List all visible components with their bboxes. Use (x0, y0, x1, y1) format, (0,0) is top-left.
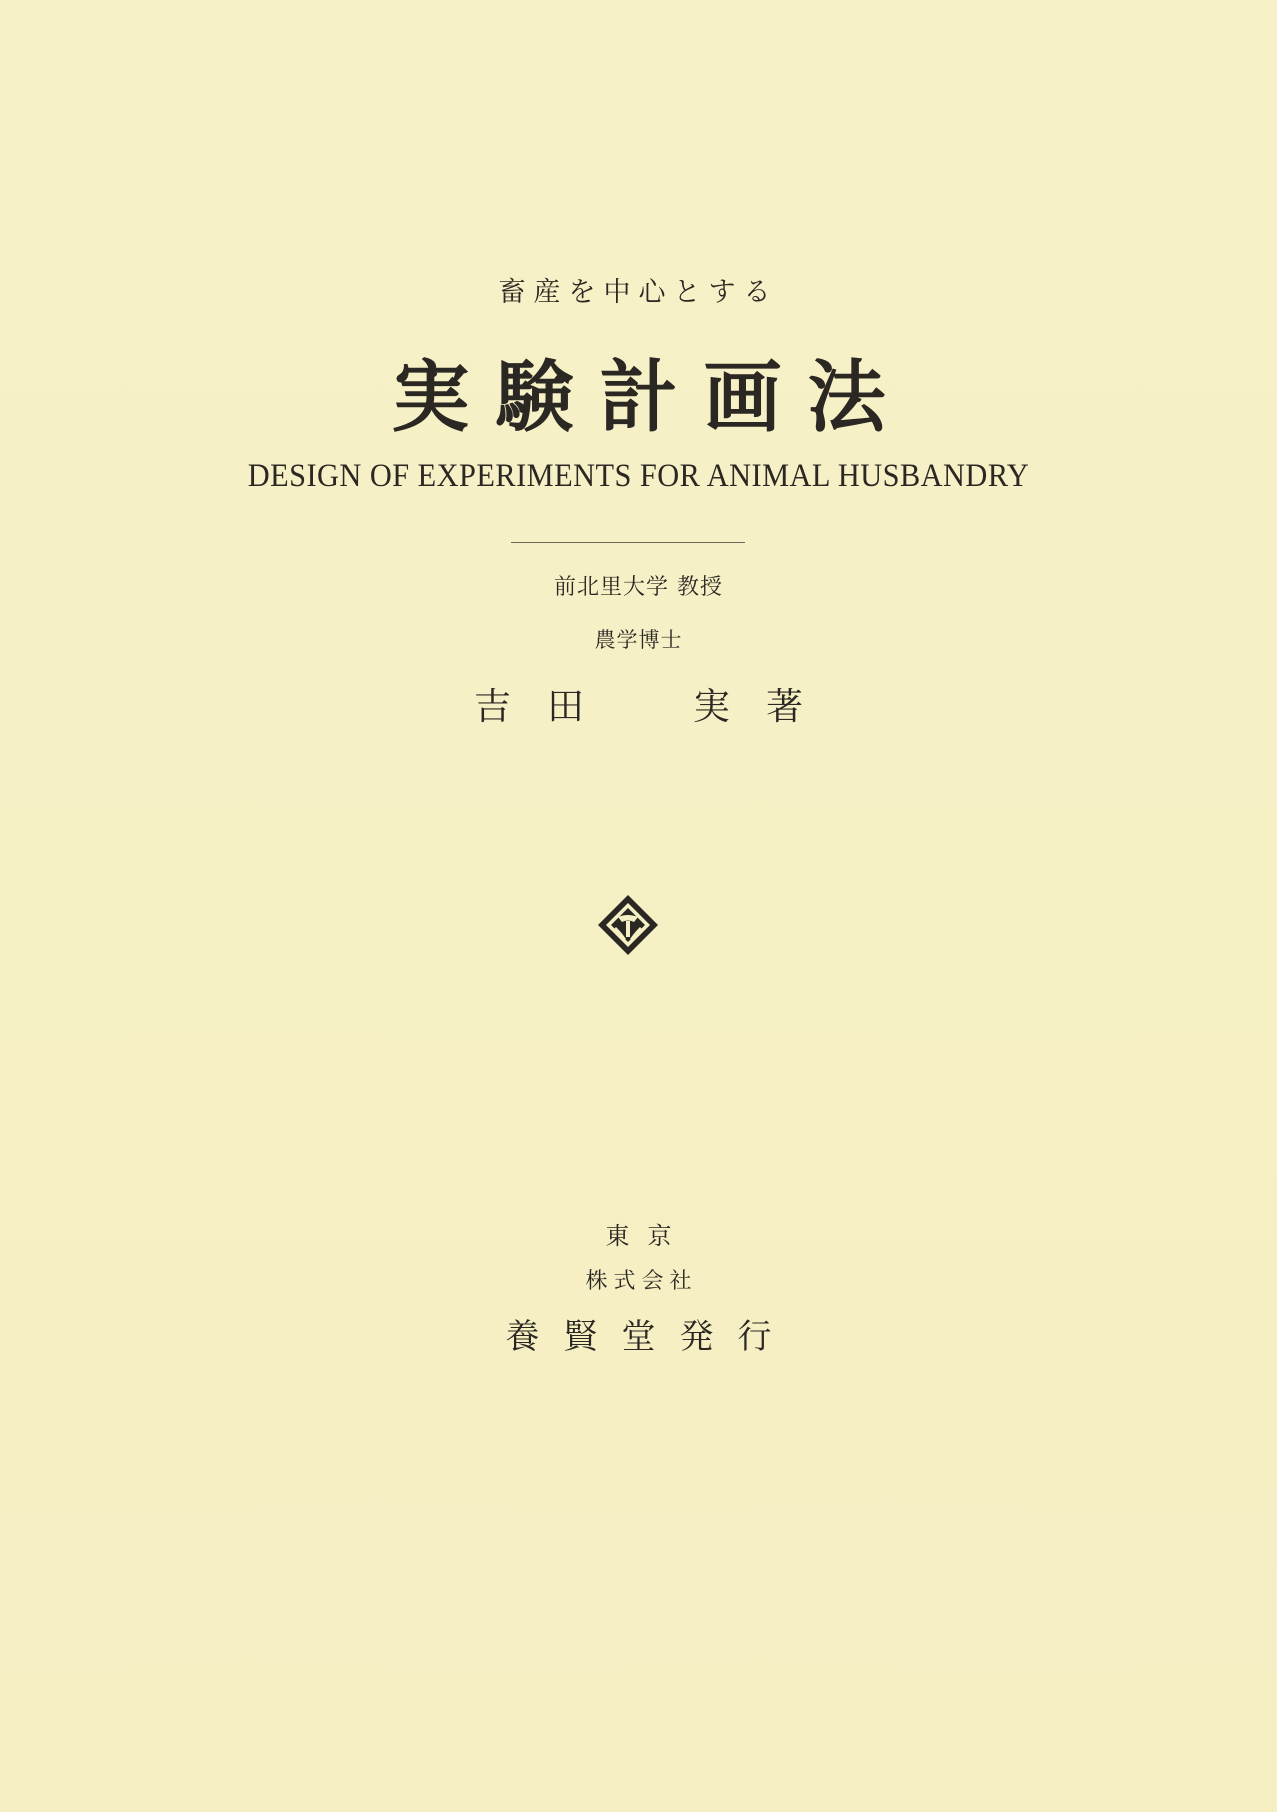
publisher-emblem-icon (596, 893, 660, 957)
publisher-city: 東京 (605, 1222, 690, 1250)
cover-subtitle: 畜産を中心とする (498, 277, 779, 308)
author-name: 吉田 実著 (474, 685, 839, 728)
divider-rule (511, 542, 745, 543)
publisher-company-type: 株式会社 (585, 1269, 698, 1294)
author-degree: 農学博士 (594, 628, 683, 652)
publisher-name: 養賢堂発行 (505, 1317, 796, 1357)
author-affiliation: 前北里大学 教授 (554, 575, 723, 600)
publisher-emblem-svg (596, 893, 660, 957)
english-title: DESIGN OF EXPERIMENTS FOR ANIMAL HUSBANDRY (247, 458, 1030, 494)
cover-title: 実験計画法 (391, 352, 912, 443)
